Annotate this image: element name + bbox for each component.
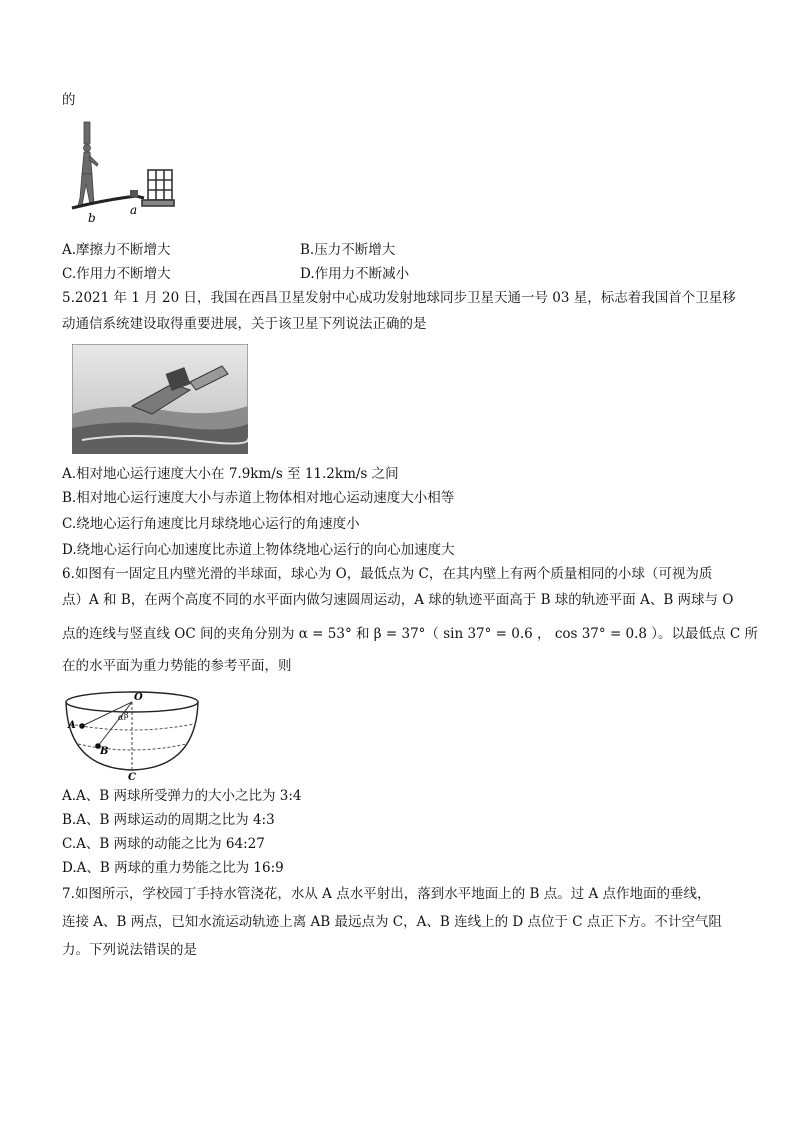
q7-text-line2: 连接 A、B 两点，已知水流运动轨迹上离 AB 最远点为 C，A、B 连线上的 D 点位于 C 点正下方。不计空气阻: [62, 914, 722, 930]
q5-option-c: C.绕地心运行角速度比月球绕地心运行的角速度小: [62, 516, 360, 532]
q6-option-d: D.A、B 两球的重力势能之比为 16:9: [62, 860, 284, 876]
q4-option-d: D.作用力不断减小: [300, 266, 410, 282]
label-b: B: [100, 746, 109, 757]
q5-text-line2: 动通信系统建设取得重要进展，关于该卫星下列说法正确的是: [62, 316, 427, 332]
hemisphere-figure: [62, 688, 202, 780]
block-a: [130, 190, 138, 197]
q5-option-a: A.相对地心运行速度大小在 7.9km/s 至 11.2km/s 之间: [62, 466, 399, 482]
label-alpha: α: [118, 713, 124, 722]
q4-figure: [64, 118, 176, 224]
q6-option-b: B.A、B 两球运动的周期之比为 4:3: [62, 812, 275, 828]
q4-tail-text: 的: [62, 92, 76, 108]
q7-text-line1: 7.如图所示，学校园丁手持水管浇花，水从 A 点水平射出，落到水平地面上的 B 点。过 A 点作地面的垂线，: [62, 886, 711, 902]
q6-text-line2: 点）A 和 B，在两个高度不同的水平面内做匀速圆周运动，A 球的轨迹平面高于 B 球的轨迹平面 A、B 两球与 O: [62, 592, 734, 608]
satellite-photo: [72, 344, 248, 454]
label-c: C: [128, 772, 136, 780]
q4-option-c: C.作用力不断增大: [62, 266, 171, 282]
q6-option-a: A.A、B 两球所受弹力的大小之比为 3:4: [62, 788, 302, 804]
label-a: A: [68, 720, 76, 731]
label-a: a: [130, 203, 138, 217]
grid-cabinet: [142, 170, 174, 206]
q5-option-d: D.绕地心运行向心加速度比赤道上物体绕地心运行的向心加速度大: [62, 542, 455, 558]
person-figure: [78, 122, 98, 206]
q4-option-b: B.压力不断增大: [300, 242, 396, 258]
label-b: b: [88, 211, 96, 224]
q6-text-line3: 点的连线与竖直线 OC 间的夹角分别为 α = 53° 和 β = 37°（ sin 37° = 0.6 ， cos 37° = 0.8 ）。以最低点 C 所: [62, 626, 758, 642]
q7-text-line3: 力。下列说法错误的是: [62, 942, 197, 958]
q6-text-line1: 6.如图有一固定且内壁光滑的半球面，球心为 O，最低点为 C，在其内壁上有两个质量相同的小球（可视为质: [62, 566, 713, 582]
label-o: O: [134, 692, 143, 703]
q6-text-line4: 在的水平面为重力势能的参考平面，则: [62, 658, 292, 674]
q5-option-b: B.相对地心运行速度大小与赤道上物体相对地心运动速度大小相等: [62, 490, 455, 506]
label-beta: β: [124, 711, 129, 720]
q5-text-line1: 5.2021 年 1 月 20 日，我国在西昌卫星发射中心成功发射地球同步卫星天通一号 03 星，标志着我国首个卫星移: [62, 290, 736, 306]
q6-option-c: C.A、B 两球的动能之比为 64:27: [62, 836, 265, 852]
q4-option-a: A.摩擦力不断增大: [62, 242, 171, 258]
